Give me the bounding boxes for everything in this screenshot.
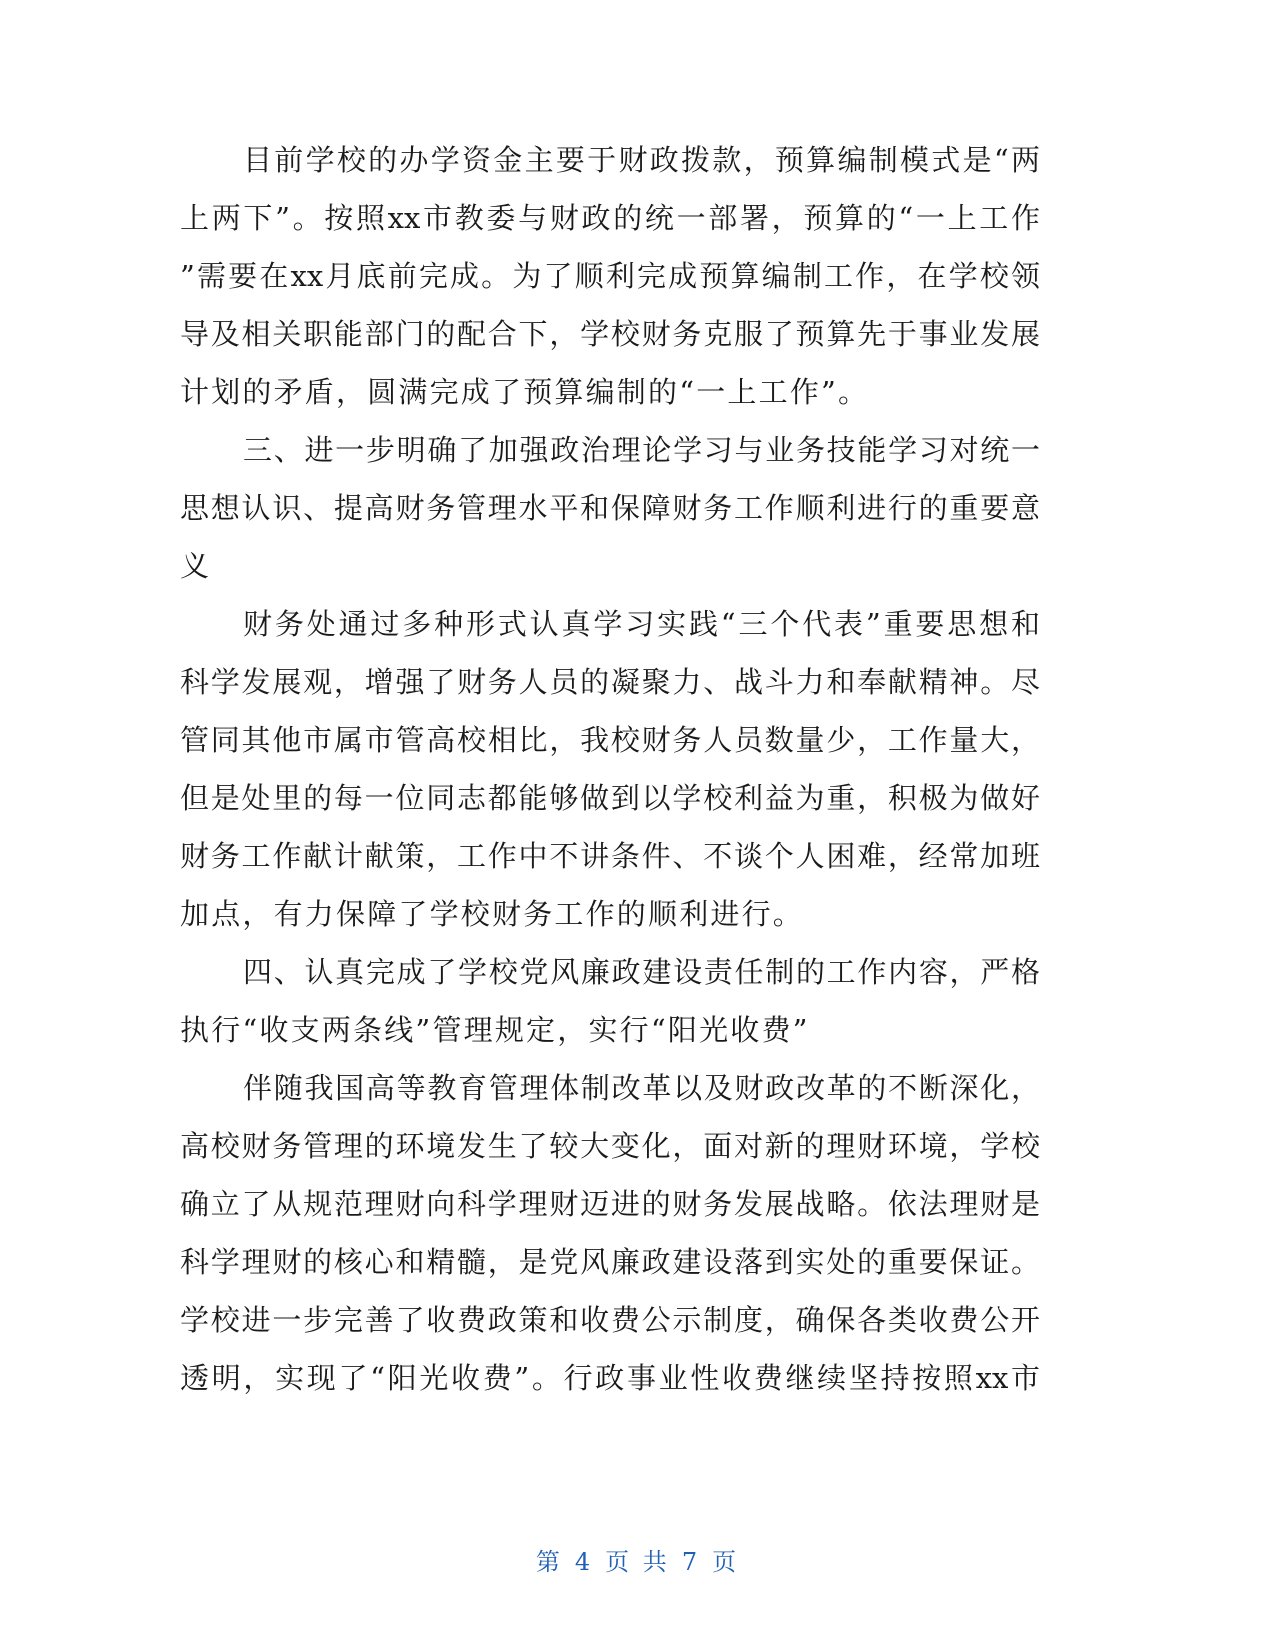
text-line: 学校进一步完善了收费政策和收费公示制度，确保各类收费公开: [180, 1303, 1040, 1337]
text-line: 科学理财的核心和精髓，是党风廉政建设落到实处的重要保证。: [180, 1245, 1040, 1279]
page-number-footer: [0, 1547, 1275, 1577]
section-heading-line: 义: [180, 549, 212, 583]
text-line: ”需要在xx月底前完成。为了顺利完成预算编制工作，在学校领: [180, 259, 1040, 293]
text-line: 导及相关职能部门的配合下，学校财务克服了预算先于事业发展: [180, 317, 1040, 351]
current-page-number: 4: [574, 1548, 594, 1576]
section-heading-line: 四、认真完成了学校党风廉政建设责任制的工作内容，严格: [243, 955, 1040, 989]
section-heading-line: 三、进一步明确了加强政治理论学习与业务技能学习对统一: [243, 433, 1040, 467]
page-label-suffix: 页: [712, 1548, 740, 1576]
text-line: 伴随我国高等教育管理体制改革以及财政改革的不断深化，: [243, 1071, 1040, 1105]
text-line: 上两下”。按照xx市教委与财政的统一部署，预算的“一上工作: [180, 201, 1040, 235]
total-pages-number: 7: [681, 1548, 701, 1576]
page-label-prefix: 第: [535, 1548, 563, 1576]
text-line: 高校财务管理的环境发生了较大变化，面对新的理财环境，学校: [180, 1129, 1040, 1163]
text-line: 财务处通过多种形式认真学习实践“三个代表”重要思想和: [243, 607, 1040, 641]
text-line: 科学发展观，增强了财务人员的凝聚力、战斗力和奉献精神。尽: [180, 665, 1040, 699]
page-label-middle: 页 共: [605, 1548, 670, 1576]
text-line: 目前学校的办学资金主要于财政拨款，预算编制模式是“两: [243, 143, 1040, 177]
text-line: 计划的矛盾，圆满完成了预算编制的“一上工作”。: [180, 375, 870, 409]
text-line: 确立了从规范理财向科学理财迈进的财务发展战略。依法理财是: [180, 1187, 1040, 1221]
text-line: 财务工作献计献策，工作中不讲条件、不谈个人困难，经常加班: [180, 839, 1040, 873]
text-line: 透明，实现了“阳光收费”。行政事业性收费继续坚持按照xx市: [180, 1361, 1040, 1395]
section-heading-line: 执行“收支两条线”管理规定，实行“阳光收费”: [180, 1013, 810, 1047]
text-line: 管同其他市属市管高校相比，我校财务人员数量少，工作量大，: [180, 723, 1040, 757]
section-heading-line: 思想认识、提高财务管理水平和保障财务工作顺利进行的重要意: [180, 491, 1040, 525]
text-line: 但是处里的每一位同志都能够做到以学校利益为重，积极为做好: [180, 781, 1040, 815]
text-line: 加点，有力保障了学校财务工作的顺利进行。: [180, 897, 805, 931]
